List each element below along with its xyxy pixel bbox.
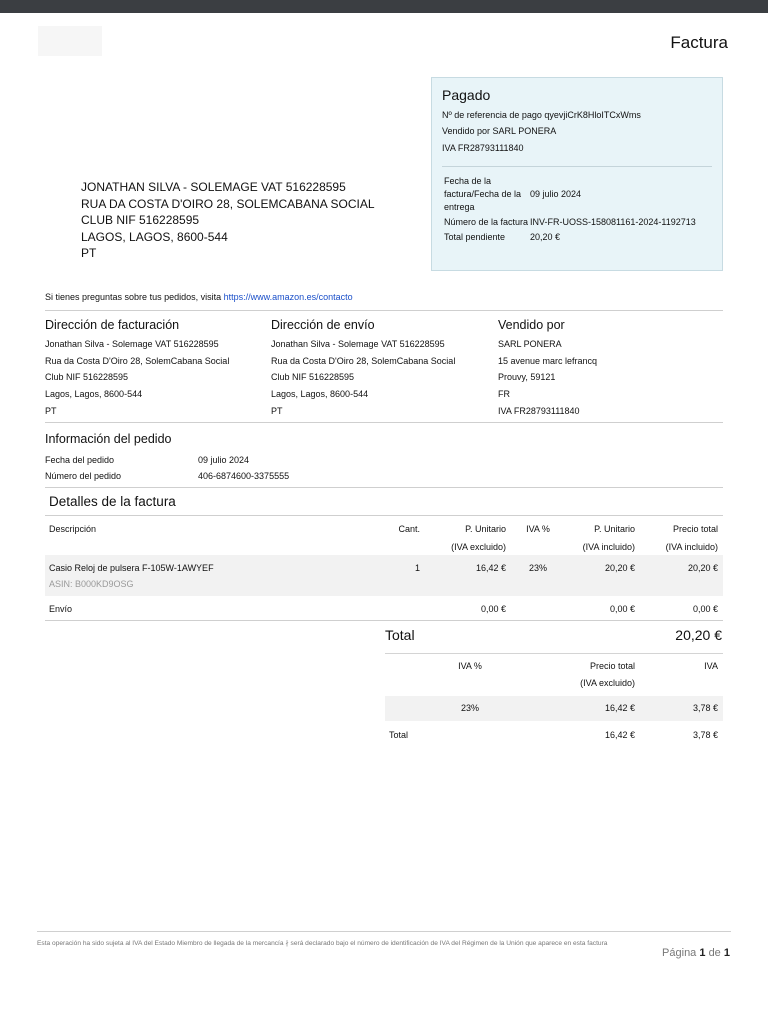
item-row: [45, 555, 723, 596]
contact-link[interactable]: https://www.amazon.es/contacto: [223, 292, 353, 302]
col-description: Descripción: [49, 524, 97, 534]
divider: [45, 515, 723, 516]
item-description: Casio Reloj de pulsera F-105W-1AWYEF: [49, 563, 214, 573]
customer-address-line: CLUB NIF 516228595: [81, 213, 200, 228]
page-of: de: [708, 947, 721, 959]
shipping-unit-ex: 0,00 €: [480, 604, 506, 614]
vat-sum-total: 16,42 €: [604, 730, 635, 740]
item-vat-pct: 23%: [528, 563, 547, 573]
order-date-row: [45, 455, 250, 465]
divider: [385, 653, 723, 654]
document-title: Factura: [670, 33, 728, 52]
billing-line: Lagos, Lagos, 8600-544: [45, 389, 143, 400]
order-info-heading: Información del pedido: [45, 432, 172, 446]
billing-address: [45, 318, 265, 420]
shipping-total: 0,00 €: [692, 604, 718, 614]
col-unit-in: P. Unitario: [594, 524, 635, 534]
seller-address: [498, 318, 718, 420]
shipping-unit-in: 0,00 €: [609, 604, 635, 614]
col-unit-in-sub: (IVA incluido): [582, 542, 635, 552]
page-total: 1: [723, 947, 730, 959]
page-current: 1: [699, 947, 706, 959]
shipping-line: PT: [271, 405, 283, 416]
billing-line: PT: [45, 405, 57, 416]
billing-line: Rua da Costa D'Oiro 28, SolemCabana Social: [45, 355, 230, 366]
payment-vat: IVA FR28793111840: [442, 143, 524, 153]
shipping-line: Rua da Costa D'Oiro 28, SolemCabana Social: [271, 355, 456, 366]
billing-heading: Dirección de facturación: [45, 318, 180, 332]
order-date-label: Fecha del pedido: [45, 455, 115, 465]
shipping-heading: Dirección de envío: [271, 318, 375, 332]
item-unit-ex: 16,42 €: [475, 563, 506, 573]
customer-address-line: LAGOS, LAGOS, 8600-544: [81, 229, 228, 244]
seller-line: Prouvy, 59121: [498, 372, 556, 383]
customer-address: [81, 179, 375, 262]
item-asin: ASIN: B000KD9OSG: [49, 579, 134, 589]
grand-total-value: 20,20 €: [675, 627, 722, 643]
top-bar: [0, 0, 768, 13]
divider: [45, 310, 723, 311]
payment-summary-box: [431, 77, 723, 271]
vat-col-pct: IVA %: [458, 661, 482, 671]
shipping-line: Jonathan Silva - Solemage VAT 516228595: [271, 339, 445, 349]
vat-col-total: Precio total: [589, 661, 635, 671]
vat-sum-vat: 3,78 €: [692, 730, 718, 740]
shipping-address: [271, 318, 491, 420]
col-vat-pct: IVA %: [526, 524, 550, 534]
payment-row: [444, 215, 716, 230]
col-total-sub: (IVA incluido): [665, 542, 718, 552]
seller-line: 15 avenue marc lefrancq: [498, 355, 598, 366]
vat-col-total-sub: (IVA excluido): [580, 678, 635, 688]
payment-row-value: 09 julio 2024: [530, 189, 582, 199]
logo-placeholder: [38, 26, 102, 56]
vat-col-vat: IVA: [704, 661, 718, 671]
customer-address-line: JONATHAN SILVA - SOLEMAGE VAT 516228595: [81, 180, 346, 194]
footer-divider: [37, 931, 731, 932]
payment-status: Pagado: [442, 87, 491, 103]
page-word: Página: [662, 947, 697, 959]
grand-total-label: Total: [385, 627, 415, 643]
item-total: 20,20 €: [687, 563, 718, 573]
seller-line: FR: [498, 389, 510, 400]
payment-row-value: 20,20 €: [530, 232, 561, 242]
contact-text: Si tienes preguntas sobre tus pedidos, visita: [45, 292, 222, 302]
payment-row-key: Total pendiente: [444, 232, 506, 242]
col-unit-ex-sub: (IVA excluido): [451, 542, 506, 552]
order-number-label: Número del pedido: [45, 471, 122, 481]
vat-row-total: 16,42 €: [604, 703, 635, 713]
shipping-line: Lagos, Lagos, 8600-544: [271, 389, 369, 400]
footer-vat-note: Esta operación ha sido sujeta al IVA del Estado Miembro de llegada de la mercancía ∤ será declarado bajo el número de identificación de IVA del Régimen de la Unión que aparece en esta factura: [37, 940, 608, 947]
item-unit-in: 20,20 €: [604, 563, 635, 573]
seller-line: IVA FR28793111840: [498, 405, 580, 416]
payment-details-table: [444, 174, 716, 245]
customer-address-line: RUA DA COSTA D'OIRO 28, SOLEMCABANA SOCIAL: [81, 196, 375, 211]
order-number-row: [45, 471, 290, 481]
seller-line: SARL PONERA: [498, 339, 562, 349]
customer-address-line: PT: [81, 246, 97, 261]
vat-row-pct: 23%: [460, 703, 479, 713]
shipping-row-label: Envío: [49, 604, 73, 614]
col-total: Precio total: [672, 524, 718, 534]
contact-line: [45, 292, 353, 302]
col-qty: Cant.: [398, 524, 420, 534]
payment-sold-by: Vendido por SARL PONERA: [442, 126, 557, 136]
payment-row-key: Fecha de la factura/Fecha de la entrega: [444, 176, 522, 212]
vat-row-vat: 3,78 €: [692, 703, 718, 713]
order-number-value: 406-6874600-3375555: [198, 471, 290, 481]
billing-line: Jonathan Silva - Solemage VAT 516228595: [45, 339, 219, 349]
col-unit-ex: P. Unitario: [465, 524, 506, 534]
payment-row-value: INV-FR-UOSS-158081161-2024-1192713: [530, 217, 696, 227]
page-number: [662, 947, 730, 959]
payment-row-key: Número de la factura: [444, 217, 529, 227]
seller-heading: Vendido por: [498, 318, 565, 332]
payment-row: [444, 174, 716, 215]
item-qty: 1: [414, 563, 420, 573]
divider: [45, 422, 723, 423]
payment-row: [444, 230, 716, 245]
payment-reference: Nº de referencia de pago qyevjiCrK8HloITCxWms: [442, 110, 641, 120]
order-date-value: 09 julio 2024: [198, 455, 250, 465]
divider: [45, 620, 723, 621]
vat-sum-label: Total: [389, 730, 409, 740]
billing-line: Club NIF 516228595: [45, 372, 129, 383]
invoice-details-heading: Detalles de la factura: [49, 494, 176, 509]
payment-divider: [442, 166, 712, 167]
shipping-line: Club NIF 516228595: [271, 372, 355, 383]
divider: [45, 487, 723, 488]
